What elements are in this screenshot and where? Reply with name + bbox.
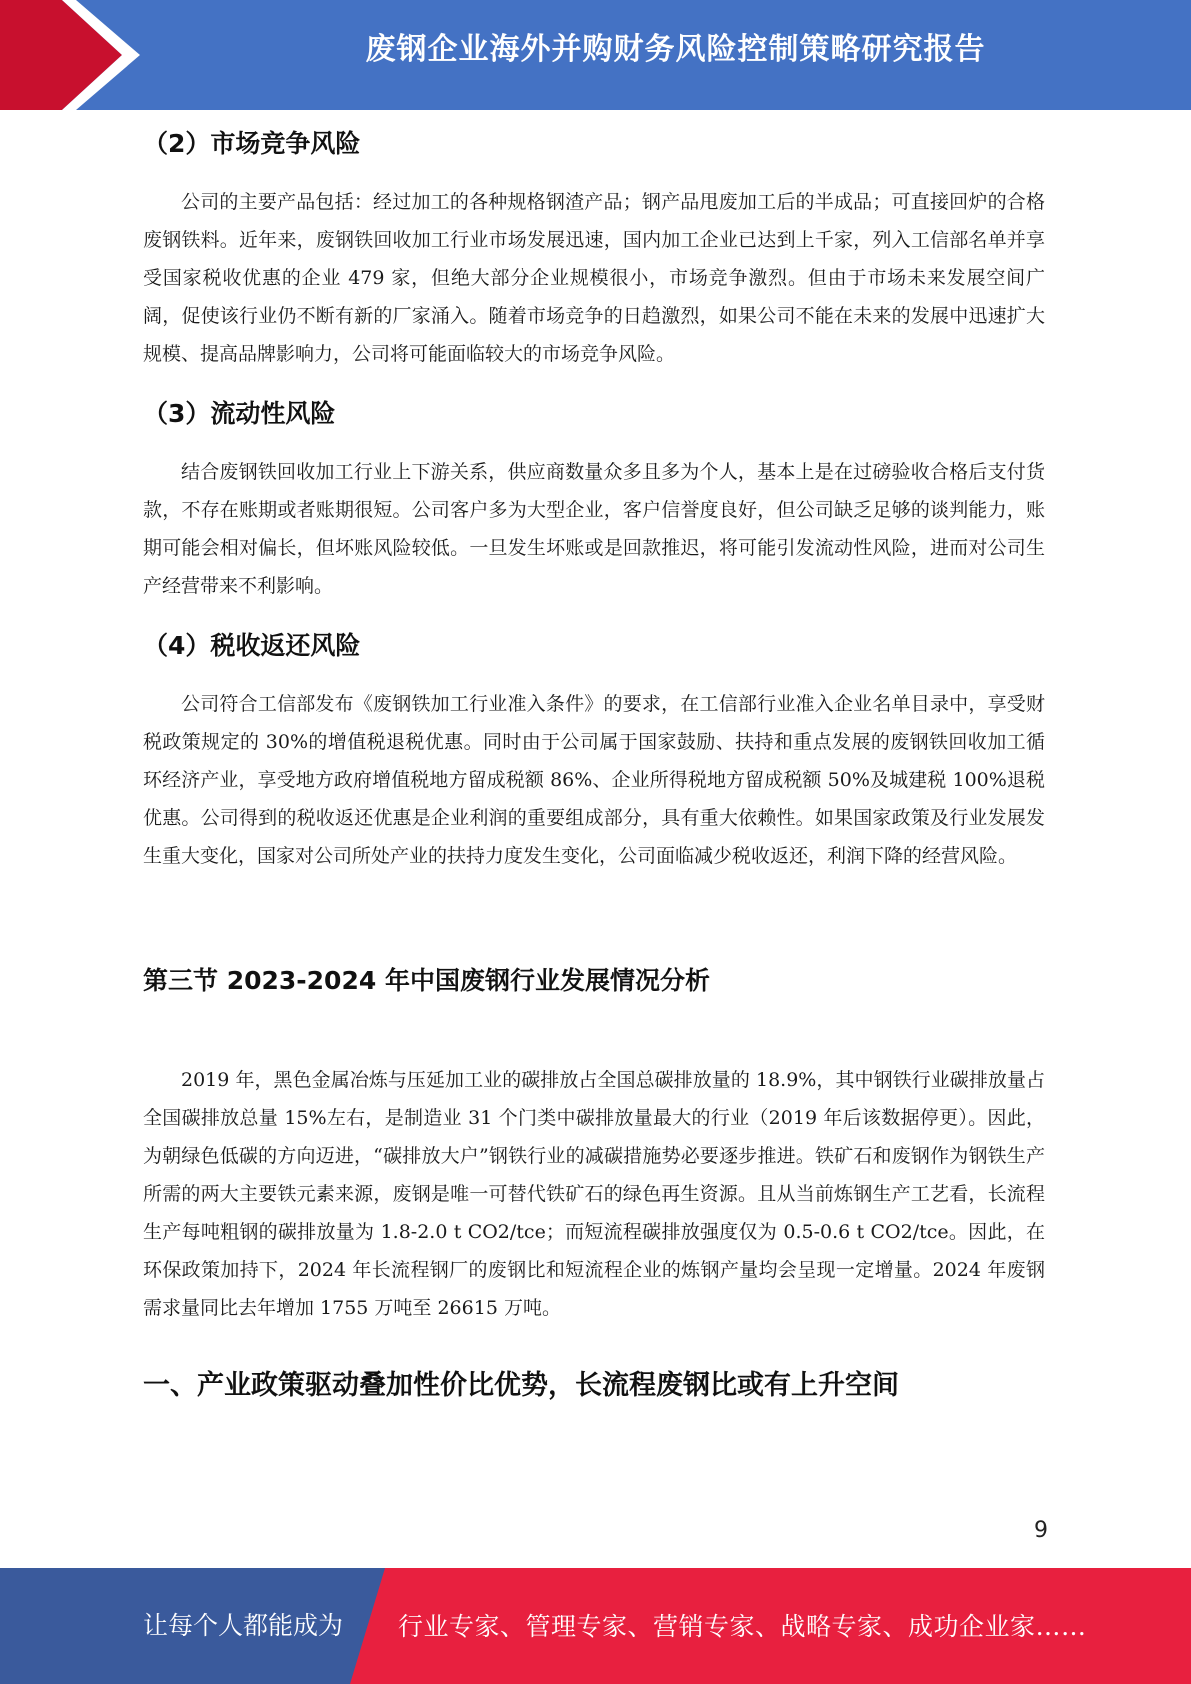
header-arrow-decoration	[0, 0, 160, 110]
heading-liquidity-risk: （3）流动性风险	[143, 399, 336, 428]
heading-market-competition-risk: （2）市场竞争风险	[143, 129, 361, 158]
paragraph-liquidity-risk: 结合废钢铁回收加工行业上下游关系，供应商数量众多且多为个人，基本上是在过磅验收合格后支付货款，不存在账期或者账期很短。公司客户多为大型企业，客户信誉度良好，但公司缺乏足够的谈判能力，账期可能会相对偏长，但坏账风险较低。一旦发生坏账或是回款推迟，将可能引发流动性风险，进而对公司生产经营带来不利影响。	[143, 461, 1045, 597]
paragraph-industry-analysis: 2019 年，黑色金属冶炼与压延加工业的碳排放占全国总碳排放量的 18.9%，其中钢铁行业碳排放量占全国碳排放总量 15%左右，是制造业 31 个门类中碳排放量最大的行业（2019 年后该数据停更）。因此，为朝绿色低碳的方向迈进，“碳排放大户”钢铁行业的减碳措施势必要逐步推进。铁矿石和废钢作为钢铁生产所需的两大主要铁元素来源，废钢是唯一可替代铁矿石的绿色再生资源。且从当前炼钢生产工艺看，长流程生产每吨粗钢的碳排放量为 1.8-2.0 t CO2/tce；而短流程碳排放强度仅为 0.5-0.6 t CO2/tce。因此，在环保政策加持下，2024 年长流程钢厂的废钢比和短流程企业的炼钢产量均会呈现一定增量。2024 年废钢需求量同比去年增加 1755 万吨至 26615 万吨。	[143, 1069, 1045, 1319]
footer-slogan-left: 让每个人都能成为	[143, 1611, 344, 1640]
header-banner	[0, 0, 1191, 110]
chapter-heading-policy-driven: 一、产业政策驱动叠加性价比优势，长流程废钢比或有上升空间	[143, 1370, 899, 1401]
page-content	[143, 124, 1045, 1402]
paragraph-tax-refund-risk: 公司符合工信部发布《废钢铁加工行业准入条件》的要求，在工信部行业准入企业名单目录中，享受财税政策规定的 30%的增值税退税优惠。同时由于公司属于国家鼓励、扶持和重点发展的废钢铁回收加工循环经济产业，享受地方政府增值税地方留成税额 86%、企业所得税地方留成税额 50%及城建税 100%退税优惠。公司得到的税收返还优惠是企业利润的重要组成部分，具有重大依赖性。如果国家政策及行业发展发生重大变化，国家对公司所处产业的扶持力度发生变化，公司面临减少税收返还，利润下降的经营风险。	[143, 693, 1045, 867]
page-number: 9	[1034, 1518, 1048, 1543]
report-title: 废钢企业海外并购财务风险控制策略研究报告	[365, 32, 986, 67]
section-heading-industry-analysis: 第三节 2023-2024 年中国废钢行业发展情况分析	[143, 966, 710, 995]
footer-slogan-right: 行业专家、管理专家、营销专家、战略专家、成功企业家……	[398, 1612, 1087, 1641]
heading-tax-refund-risk: （4）税收返还风险	[143, 631, 361, 660]
paragraph-market-competition-risk: 公司的主要产品包括：经过加工的各种规格钢渣产品；钢产品甩废加工后的半成品；可直接回炉的合格废钢铁料。近年来，废钢铁回收加工行业市场发展迅速，国内加工企业已达到上千家，列入工信部名单并享受国家税收优惠的企业 479 家，但绝大部分企业规模很小，市场竞争激烈。但由于市场未来发展空间广阔，促使该行业仍不断有新的厂家涌入。随着市场竞争的日趋激烈，如果公司不能在未来的发展中迅速扩大规模、提高品牌影响力，公司将可能面临较大的市场竞争风险。	[143, 191, 1045, 365]
footer-banner	[0, 1568, 1191, 1684]
